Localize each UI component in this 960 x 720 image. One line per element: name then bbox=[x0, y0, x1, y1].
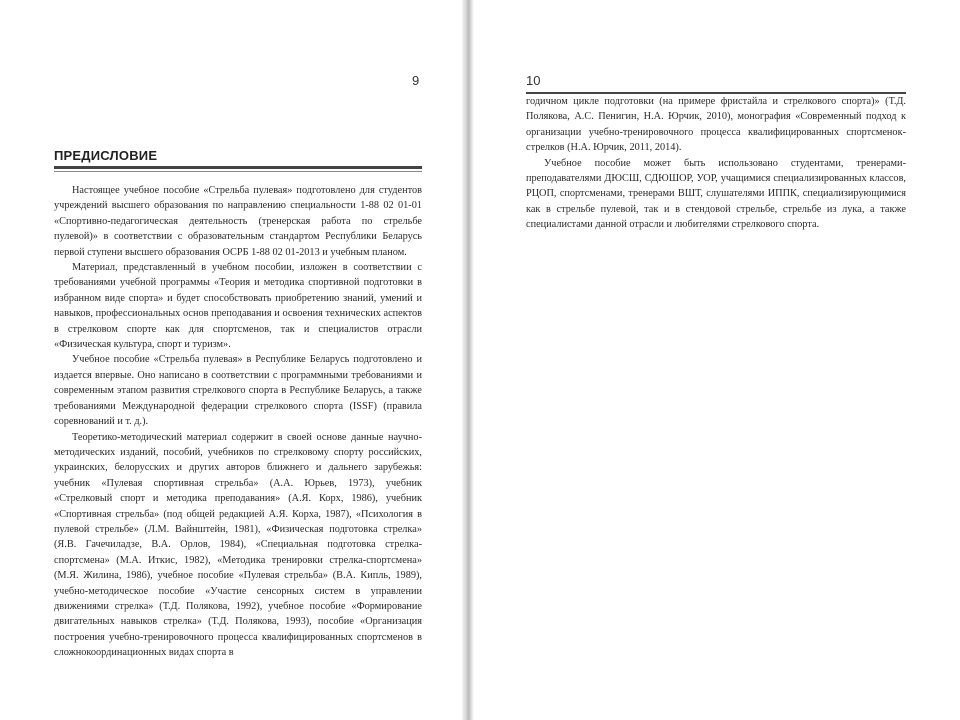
paragraph: Учебное пособие может быть использовано студентами, тренерами-преподавателями ДЮСШ, СДЮШОР, УОР, учащимися специализированных классов, РЦОП, спортсменами, тренерами ВШТ, слушателями ИППК, специализирующимися как в стрельбе пулевой, так и в стендовой стрельбе, стрельбе из лука, а также специалистами данной отрасли и любителями стрелкового спорта. bbox=[526, 157, 906, 231]
paragraph: годичном цикле подготовки (на примере фристайла и стрелкового спорта)» (Т.Д. Полякова, А.С. Пенигин, Н.А. Юрчик, 2010), монография «Современный подход к организации учебно-тренировочного процесса квалифицированных спортсменок-стрелков (Н.А. Юрчик, 2011, 2014). bbox=[526, 96, 906, 154]
paragraph: Материал, представленный в учебном пособии, изложен в соответствии с требованиями учебной программы «Теория и методика спортивной подготовки в избранном виде спорта» и будет способствовать приобретению знаний, умений и навыков, профессиональных основ преподавания и освоения технических аспектов в стрелковом спорте как для спортсменов, так и специалистов отрасли «Физическая культура, спорт и туризм». bbox=[54, 262, 422, 351]
paragraph: Теоретико-методический материал содержит в своей основе данные научно-методических изданий, пособий, учебников по стрелковому спорту российских, украинских, белорусских и других авторов ближнего и дальнего зарубежья: учебник «Пулевая спортивная стрельба» (А.А. Юрьев, 1973), учебник «Стрелковый спорт и методика преподавания» (А.Я. Корх, 1986), учебник «Спортивная стрельба» (под общей редакцией А.Я. Корха, 1987), «Психология в пулевой стрельбе» (Л.М. Вайнштейн, 1981), «Физическая подготовка стрелка» (Я.В. Гачечиладзе, В.А. Орлов, 1984), «Специальная подготовка стрелка-спортсмена» (М.А. Иткис, 1982), «Методика тренировки стрелка-спортсмена» (М.Я. Жилина, 1986), учебное пособие «Пулевая стрельба» (В.А. Кипль, 1989), учебно-методическое пособие «Участие сенсорных систем в управлении движениями стрелка» (Т.Д. Полякова, 1992), учебное пособие «Формирование двигательных навыков стрелка» (Т.Д. Полякова, 1993), пособие «Организация построения учебно-тренировочного процесса квалифицированных спортсменов в сложнокоординационных видах спорта в bbox=[54, 431, 422, 659]
section-heading: ПРЕДИСЛОВИЕ bbox=[54, 148, 158, 163]
page-number: 9 bbox=[412, 73, 420, 88]
body-text bbox=[526, 94, 906, 233]
paragraph: Учебное пособие «Стрельба пулевая» в Республике Беларусь подготовлено и издается впервые. Оно написано в соответствии с программными требованиями и современным этапом развития стрелкового спорта в Республике Беларусь, а также требованиями Международной федерации стрелкового спорта (ISSF) (правила соревнований и т. д.). bbox=[54, 354, 422, 428]
paragraph: Настоящее учебное пособие «Стрельба пулевая» подготовлено для студентов учреждений высшего образования по направлению специальности 1-88 02 01-01 «Спортивно-педагогическая деятельность (тренерская работа по стрельбе пулевой)» в соответствии с образовательным стандартом Республики Беларусь первой ступени высшего образования ОСРБ 1-88 02 01-2013 и учебным планом. bbox=[54, 185, 422, 258]
page-number: 10 bbox=[526, 73, 541, 88]
